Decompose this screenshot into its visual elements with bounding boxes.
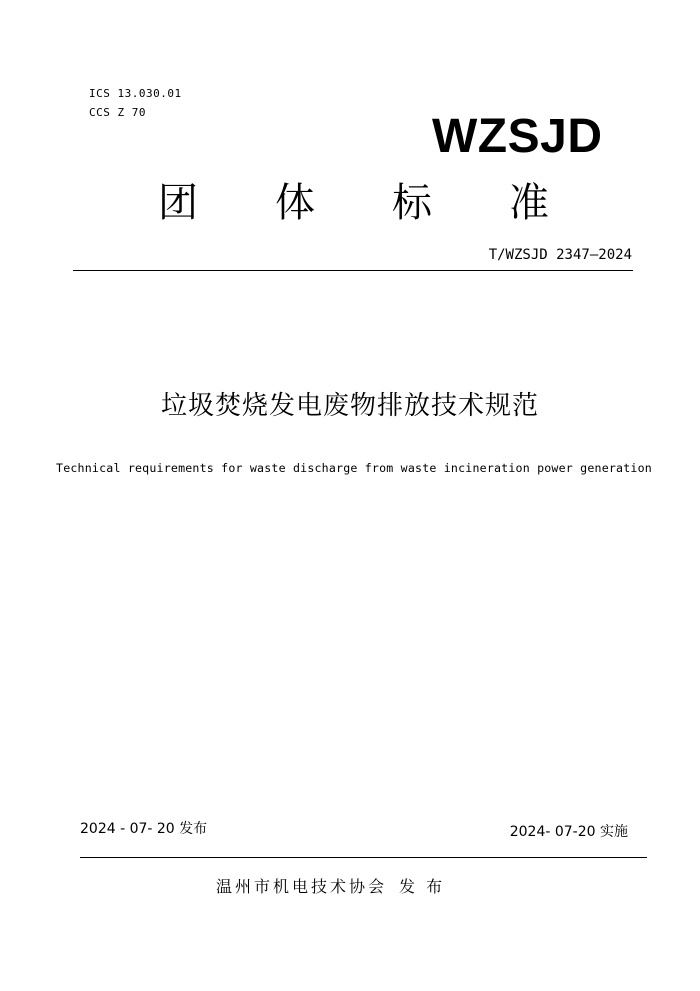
document-title-english: Technical requirements for waste discharge from waste incineration power generation bbox=[56, 461, 652, 475]
publisher-suffix: 发 布 bbox=[399, 877, 446, 896]
implementation-date: 2024- 07-20 实施 bbox=[509, 824, 628, 840]
organization-code: WZSJD bbox=[432, 110, 603, 163]
publisher-name: 温州市机电技术协会 bbox=[216, 877, 388, 896]
header-divider bbox=[73, 270, 633, 271]
document-title-chinese: 垃圾焚烧发电废物排放技术规范 bbox=[160, 391, 539, 421]
standard-type-char: 团 bbox=[158, 180, 198, 226]
standard-type-char: 准 bbox=[509, 180, 549, 226]
ics-code: ICS 13.030.01 bbox=[89, 87, 182, 100]
footer-divider bbox=[80, 857, 647, 858]
standard-number: T/WZSJD 2347—2024 bbox=[488, 247, 632, 263]
issue-date: 2024 - 07- 20 发布 bbox=[80, 821, 208, 837]
ccs-code: CCS Z 70 bbox=[89, 106, 146, 119]
standard-type-char: 标 bbox=[392, 180, 432, 226]
standard-type-char: 体 bbox=[275, 180, 315, 226]
publisher bbox=[216, 876, 445, 898]
